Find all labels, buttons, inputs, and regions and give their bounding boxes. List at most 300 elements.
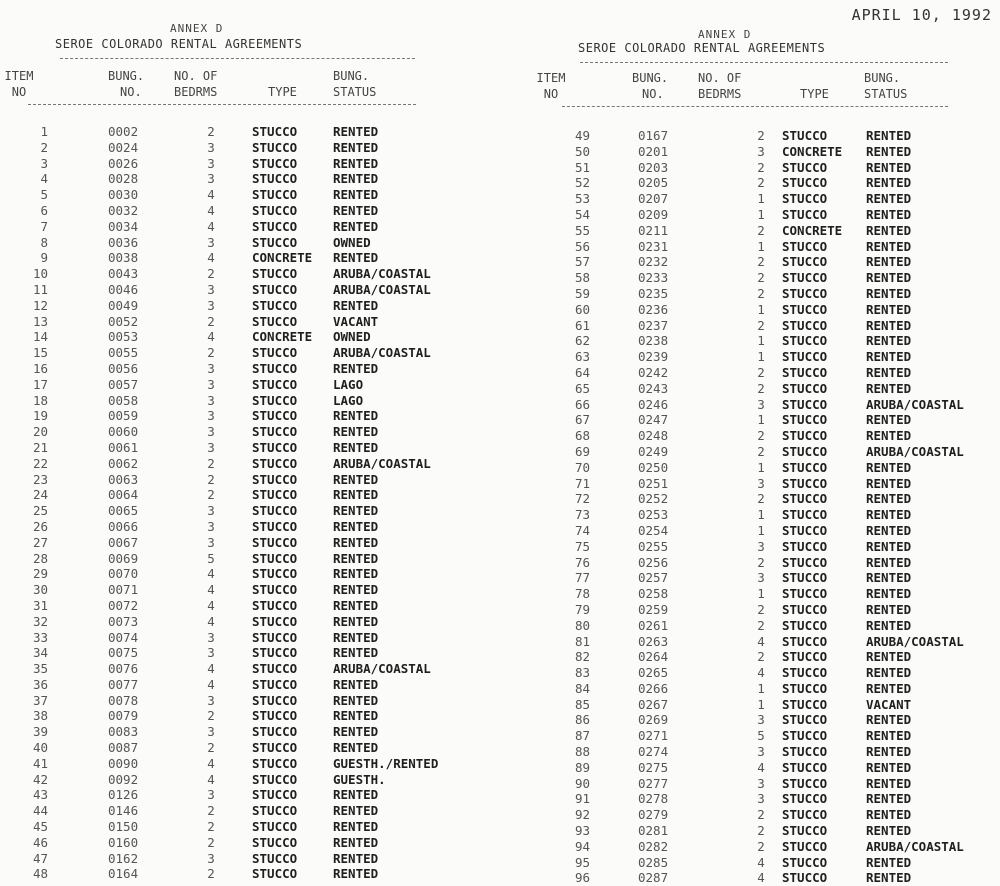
table-row (520, 744, 1000, 760)
cell-type: STUCCO (782, 380, 828, 396)
cell-type: CONCRETE (252, 329, 313, 345)
cell-bung: 0092 (108, 771, 139, 787)
cell-status: RENTED (333, 360, 379, 376)
cell-status: RENTED (333, 155, 379, 171)
cell-bung: 0059 (108, 408, 139, 424)
cell-type: STUCCO (252, 597, 298, 613)
cell-status: RENTED (866, 554, 912, 570)
table-row (0, 819, 475, 835)
table-row (520, 144, 1000, 160)
cell-status: RENTED (866, 222, 912, 238)
cell-item: 19 (32, 408, 48, 424)
cell-bed: 3 (207, 534, 215, 550)
table-row (0, 298, 475, 314)
cell-type: STUCCO (252, 187, 298, 203)
cell-bung: 0274 (638, 744, 669, 760)
table-row (520, 191, 1000, 207)
cell-item: 23 (32, 471, 48, 487)
cell-status: RENTED (333, 645, 379, 661)
cell-bed: 3 (207, 692, 215, 708)
cell-item: 17 (32, 376, 48, 392)
cell-bung: 0252 (638, 491, 669, 507)
cell-type: STUCCO (252, 202, 298, 218)
cell-item: 55 (574, 222, 590, 238)
cell-item: 74 (574, 522, 590, 538)
table-row (520, 539, 1000, 555)
table-row (0, 724, 475, 740)
cell-bed: 2 (207, 866, 215, 882)
cell-item: 10 (32, 266, 48, 282)
cell-status: VACANT (333, 313, 379, 329)
cell-bed: 3 (207, 281, 215, 297)
cell-bed: 2 (757, 380, 765, 396)
cell-bed: 2 (757, 128, 765, 143)
cell-bung: 0064 (108, 487, 139, 503)
cell-bung: 0275 (638, 759, 669, 775)
cell-bung: 0287 (638, 870, 669, 886)
cell-status: RENTED (333, 582, 379, 598)
cell-type: STUCCO (782, 412, 828, 428)
cell-bung: 0057 (108, 376, 139, 392)
cell-item: 90 (574, 775, 590, 791)
cell-type: STUCCO (252, 124, 298, 139)
cell-type: STUCCO (782, 396, 828, 412)
cell-status: RENTED (866, 159, 912, 175)
cell-status: RENTED (866, 270, 912, 286)
left-table-rows (0, 124, 475, 882)
cell-status: LAGO (333, 392, 364, 408)
cell-type: STUCCO (782, 317, 828, 333)
header-status: BUNG. STATUS (864, 71, 908, 101)
cell-type: STUCCO (782, 522, 828, 538)
cell-status: ARUBA/COASTAL (866, 396, 964, 412)
table-row (0, 835, 475, 851)
table-row (520, 270, 1000, 286)
cell-status: RENTED (866, 570, 912, 586)
cell-bung: 0060 (108, 424, 139, 440)
table-row (0, 424, 475, 440)
cell-status: ARUBA/COASTAL (333, 661, 431, 677)
cell-bed: 1 (757, 412, 765, 428)
cell-status: RENTED (866, 617, 912, 633)
table-row (520, 223, 1000, 239)
cell-status: RENTED (866, 728, 912, 744)
cell-item: 3 (40, 155, 48, 171)
table-row (520, 807, 1000, 823)
cell-status: RENTED (866, 586, 912, 602)
table-row (0, 345, 475, 361)
cell-item: 76 (574, 554, 590, 570)
table-row (520, 128, 1000, 144)
cell-bung: 0053 (108, 329, 139, 345)
cell-bed: 2 (207, 834, 215, 850)
cell-type: STUCCO (252, 803, 298, 819)
cell-bed: 1 (757, 301, 765, 317)
cell-status: RENTED (866, 649, 912, 665)
cell-type: STUCCO (252, 518, 298, 534)
cell-item: 79 (574, 601, 590, 617)
table-row (0, 266, 475, 282)
cell-bed: 3 (207, 297, 215, 313)
cell-status: RENTED (866, 823, 912, 839)
cell-type: STUCCO (252, 234, 298, 250)
cell-item: 77 (574, 570, 590, 586)
cell-bed: 4 (207, 676, 215, 692)
cell-bung: 0162 (108, 850, 139, 866)
cell-type: STUCCO (782, 191, 828, 207)
cell-item: 36 (32, 676, 48, 692)
cell-item: 20 (32, 424, 48, 440)
cell-bed: 3 (207, 787, 215, 803)
cell-status: RENTED (866, 238, 912, 254)
cell-bung: 0030 (108, 187, 139, 203)
table-row (520, 697, 1000, 713)
cell-bed: 2 (207, 487, 215, 503)
table-row (0, 393, 475, 409)
cell-bed: 3 (207, 392, 215, 408)
cell-bed: 2 (757, 285, 765, 301)
cell-bed: 5 (207, 550, 215, 566)
table-row (520, 302, 1000, 318)
table-row (0, 598, 475, 614)
cell-bed: 4 (207, 202, 215, 218)
cell-bed: 4 (757, 633, 765, 649)
cell-bung: 0239 (638, 349, 669, 365)
cell-bed: 3 (207, 503, 215, 519)
cell-bed: 3 (207, 234, 215, 250)
cell-bung: 0160 (108, 834, 139, 850)
cell-type: STUCCO (782, 270, 828, 286)
table-row (0, 661, 475, 677)
cell-bung: 0203 (638, 159, 669, 175)
table-row (520, 507, 1000, 523)
cell-item: 51 (574, 159, 590, 175)
header-rule (562, 106, 948, 107)
cell-bung: 0264 (638, 649, 669, 665)
cell-item: 38 (32, 708, 48, 724)
cell-type: STUCCO (782, 807, 828, 823)
cell-bed: 2 (757, 254, 765, 270)
cell-type: STUCCO (782, 301, 828, 317)
cell-type: STUCCO (782, 870, 828, 886)
cell-bung: 0002 (108, 124, 139, 139)
cell-item: 14 (32, 329, 48, 345)
cell-status: RENTED (333, 187, 379, 203)
table-title: SEROE COLORADO RENTAL AGREEMENTS (55, 37, 303, 51)
cell-bed: 4 (207, 582, 215, 598)
cell-item: 11 (32, 281, 48, 297)
cell-item: 81 (574, 633, 590, 649)
cell-status: RENTED (866, 317, 912, 333)
cell-status: RENTED (333, 819, 379, 835)
cell-type: STUCCO (782, 538, 828, 554)
cell-type: STUCCO (252, 629, 298, 645)
table-row (0, 740, 475, 756)
cell-item: 94 (574, 838, 590, 854)
cell-item: 78 (574, 586, 590, 602)
cell-bed: 2 (757, 364, 765, 380)
table-row (520, 665, 1000, 681)
cell-bed: 2 (757, 443, 765, 459)
cell-bed: 2 (757, 649, 765, 665)
title-rule (60, 58, 415, 59)
cell-item: 89 (574, 759, 590, 775)
cell-bed: 4 (207, 218, 215, 234)
cell-bung: 0237 (638, 317, 669, 333)
cell-bung: 0231 (638, 238, 669, 254)
cell-bed: 2 (757, 428, 765, 444)
cell-item: 32 (32, 613, 48, 629)
cell-type: STUCCO (252, 819, 298, 835)
cell-status: RENTED (333, 202, 379, 218)
cell-type: STUCCO (252, 850, 298, 866)
cell-bed: 4 (757, 759, 765, 775)
cell-type: STUCCO (252, 345, 298, 361)
cell-bed: 4 (207, 613, 215, 629)
cell-bung: 0069 (108, 550, 139, 566)
cell-bed: 1 (757, 680, 765, 696)
cell-bung: 0246 (638, 396, 669, 412)
cell-item: 44 (32, 803, 48, 819)
cell-type: STUCCO (252, 487, 298, 503)
cell-bung: 0254 (638, 522, 669, 538)
cell-item: 31 (32, 597, 48, 613)
cell-item: 6 (40, 202, 48, 218)
cell-type: STUCCO (252, 708, 298, 724)
cell-bed: 4 (207, 329, 215, 345)
cell-bung: 0083 (108, 724, 139, 740)
cell-bung: 0028 (108, 171, 139, 187)
table-row (0, 677, 475, 693)
table-row (0, 140, 475, 156)
table-row (520, 476, 1000, 492)
cell-type: STUCCO (782, 428, 828, 444)
cell-type: STUCCO (782, 586, 828, 602)
cell-bung: 0072 (108, 597, 139, 613)
cell-bung: 0074 (108, 629, 139, 645)
cell-bung: 0167 (638, 128, 669, 143)
cell-bung: 0056 (108, 360, 139, 376)
cell-bed: 1 (757, 333, 765, 349)
cell-type: STUCCO (252, 550, 298, 566)
cell-type: STUCCO (252, 455, 298, 471)
cell-bed: 2 (207, 708, 215, 724)
cell-bed: 2 (757, 317, 765, 333)
cell-type: STUCCO (782, 633, 828, 649)
cell-item: 41 (32, 755, 48, 771)
cell-type: STUCCO (782, 159, 828, 175)
header-type: TYPE (800, 87, 829, 101)
cell-type: STUCCO (252, 834, 298, 850)
cell-status: RENTED (866, 475, 912, 491)
table-row (520, 602, 1000, 618)
cell-type: STUCCO (252, 139, 298, 155)
table-row (0, 156, 475, 172)
cell-bed: 1 (757, 349, 765, 365)
table-row (0, 203, 475, 219)
table-row (520, 444, 1000, 460)
cell-item: 65 (574, 380, 590, 396)
cell-item: 60 (574, 301, 590, 317)
table-row (0, 361, 475, 377)
cell-item: 73 (574, 507, 590, 523)
cell-type: STUCCO (782, 665, 828, 681)
cell-item: 92 (574, 807, 590, 823)
cell-bed: 2 (207, 819, 215, 835)
header-bedrooms: NO. OF BEDRMS (698, 71, 742, 101)
table-row (0, 487, 475, 503)
cell-type: STUCCO (782, 459, 828, 475)
cell-status: GUESTH. (333, 771, 386, 787)
cell-type: STUCCO (782, 680, 828, 696)
header-item: ITEM NO (536, 71, 566, 101)
table-row (0, 235, 475, 251)
cell-status: RENTED (333, 171, 379, 187)
cell-bung: 0243 (638, 380, 669, 396)
table-row (0, 693, 475, 709)
table-row (0, 377, 475, 393)
cell-bung: 0232 (638, 254, 669, 270)
cell-bed: 1 (757, 586, 765, 602)
cell-type: STUCCO (252, 376, 298, 392)
cell-bed: 2 (207, 345, 215, 361)
cell-status: RENTED (866, 285, 912, 301)
cell-bung: 0076 (108, 661, 139, 677)
table-row (0, 503, 475, 519)
cell-bung: 0087 (108, 740, 139, 756)
cell-type: STUCCO (782, 206, 828, 222)
cell-item: 26 (32, 518, 48, 534)
cell-bung: 0257 (638, 570, 669, 586)
cell-status: RENTED (866, 143, 912, 159)
cell-item: 9 (40, 250, 48, 266)
table-row (520, 523, 1000, 539)
cell-type: STUCCO (252, 645, 298, 661)
cell-bed: 3 (207, 408, 215, 424)
cell-type: STUCCO (782, 364, 828, 380)
table-row (520, 286, 1000, 302)
table-row (0, 187, 475, 203)
cell-type: STUCCO (782, 696, 828, 712)
cell-bung: 0090 (108, 755, 139, 771)
cell-status: RENTED (866, 538, 912, 554)
cell-type: STUCCO (782, 728, 828, 744)
cell-status: RENTED (333, 787, 379, 803)
cell-bed: 3 (757, 475, 765, 491)
table-row (0, 566, 475, 582)
cell-status: RENTED (333, 139, 379, 155)
cell-type: STUCCO (252, 392, 298, 408)
cell-bung: 0049 (108, 297, 139, 313)
cell-type: STUCCO (782, 838, 828, 854)
table-row (520, 839, 1000, 855)
cell-bung: 0201 (638, 143, 669, 159)
table-title: SEROE COLORADO RENTAL AGREEMENTS (578, 41, 826, 55)
header-status: BUNG. STATUS (333, 69, 377, 99)
cell-item: 35 (32, 661, 48, 677)
cell-bed: 2 (757, 617, 765, 633)
cell-item: 47 (32, 850, 48, 866)
document-date: APRIL 10, 1992 (851, 6, 992, 24)
cell-bed: 4 (207, 661, 215, 677)
header-type: TYPE (268, 85, 297, 99)
cell-status: RENTED (866, 759, 912, 775)
cell-item: 45 (32, 819, 48, 835)
table-row (520, 634, 1000, 650)
cell-status: RENTED (866, 665, 912, 681)
cell-item: 69 (574, 443, 590, 459)
table-row (0, 851, 475, 867)
table-row (520, 349, 1000, 365)
cell-bung: 0026 (108, 155, 139, 171)
cell-bung: 0073 (108, 613, 139, 629)
cell-status: RENTED (333, 518, 379, 534)
cell-bed: 4 (207, 250, 215, 266)
cell-status: ARUBA/COASTAL (333, 455, 431, 471)
cell-status: RENTED (866, 459, 912, 475)
cell-item: 30 (32, 582, 48, 598)
cell-status: RENTED (333, 297, 379, 313)
cell-bed: 2 (207, 266, 215, 282)
cell-type: STUCCO (252, 787, 298, 803)
cell-status: RENTED (866, 744, 912, 760)
cell-bung: 0046 (108, 281, 139, 297)
annex-label: ANNEX D (170, 22, 224, 35)
cell-type: STUCCO (782, 128, 828, 143)
table-row (520, 586, 1000, 602)
cell-bung: 0233 (638, 270, 669, 286)
cell-bung: 0063 (108, 471, 139, 487)
cell-type: STUCCO (782, 175, 828, 191)
header-item: ITEM NO (4, 69, 34, 99)
cell-status: RENTED (333, 629, 379, 645)
cell-item: 72 (574, 491, 590, 507)
table-row (520, 791, 1000, 807)
cell-item: 15 (32, 345, 48, 361)
cell-item: 12 (32, 297, 48, 313)
cell-status: RENTED (333, 692, 379, 708)
cell-type: STUCCO (252, 360, 298, 376)
cell-bung: 0267 (638, 696, 669, 712)
cell-status: RENTED (333, 740, 379, 756)
table-row (0, 756, 475, 772)
cell-type: STUCCO (782, 649, 828, 665)
cell-type: STUCCO (252, 281, 298, 297)
table-row (0, 314, 475, 330)
cell-type: STUCCO (782, 791, 828, 807)
table-row (0, 250, 475, 266)
cell-item: 57 (574, 254, 590, 270)
cell-type: STUCCO (252, 218, 298, 234)
cell-bung: 0036 (108, 234, 139, 250)
cell-bung: 0236 (638, 301, 669, 317)
cell-item: 96 (574, 870, 590, 886)
cell-bung: 0032 (108, 202, 139, 218)
cell-bed: 4 (757, 854, 765, 870)
cell-bed: 2 (207, 803, 215, 819)
table-row (0, 408, 475, 424)
cell-bed: 2 (757, 270, 765, 286)
cell-bed: 2 (757, 601, 765, 617)
cell-status: RENTED (866, 854, 912, 870)
cell-bung: 0146 (108, 803, 139, 819)
table-row (0, 708, 475, 724)
cell-status: OWNED (333, 234, 371, 250)
table-row (0, 219, 475, 235)
cell-item: 27 (32, 534, 48, 550)
cell-status: RENTED (866, 191, 912, 207)
cell-item: 71 (574, 475, 590, 491)
